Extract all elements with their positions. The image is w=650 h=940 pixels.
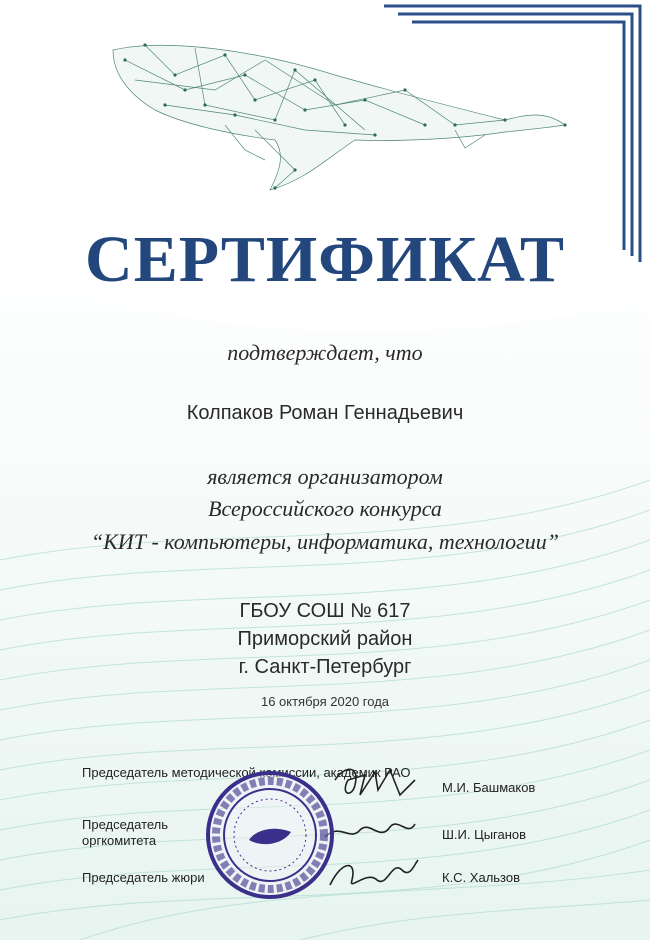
whale-illustration — [105, 30, 575, 200]
contest-name: “КИТ - компьютеры, информатика, технологии” — [90, 529, 559, 554]
signature-2 — [320, 812, 420, 852]
contest-seal — [205, 770, 335, 900]
district-name: Приморский район — [237, 628, 413, 650]
city-name: г. Санкт-Петербург — [238, 656, 412, 678]
signer-1-title: Председатель методической комиссии, академик РАО — [82, 765, 411, 780]
signature-3 — [322, 850, 422, 895]
signer-3-name: К.С. Хальзов — [442, 870, 521, 885]
signer-3-title: Председатель жюри — [82, 870, 205, 885]
role-line-2: Всероссийского конкурса — [208, 496, 442, 521]
recipient-name: Колпаков Роман Геннадьевич — [186, 402, 464, 424]
school-name: ГБОУ СОШ № 617 — [239, 600, 411, 622]
issue-date: 16 октября 2020 года — [260, 694, 390, 709]
confirms-text: подтверждает, что — [227, 340, 423, 365]
signature-1 — [330, 760, 420, 805]
role-line-1: является организатором — [207, 464, 443, 489]
signer-1-name: М.И. Башмаков — [442, 780, 536, 795]
certificate-title: СЕРТИФИКАТ — [85, 223, 565, 296]
signer-2-name: Ш.И. Цыганов — [442, 827, 527, 842]
signer-2-title: Председатель оргкомитета — [82, 817, 169, 848]
